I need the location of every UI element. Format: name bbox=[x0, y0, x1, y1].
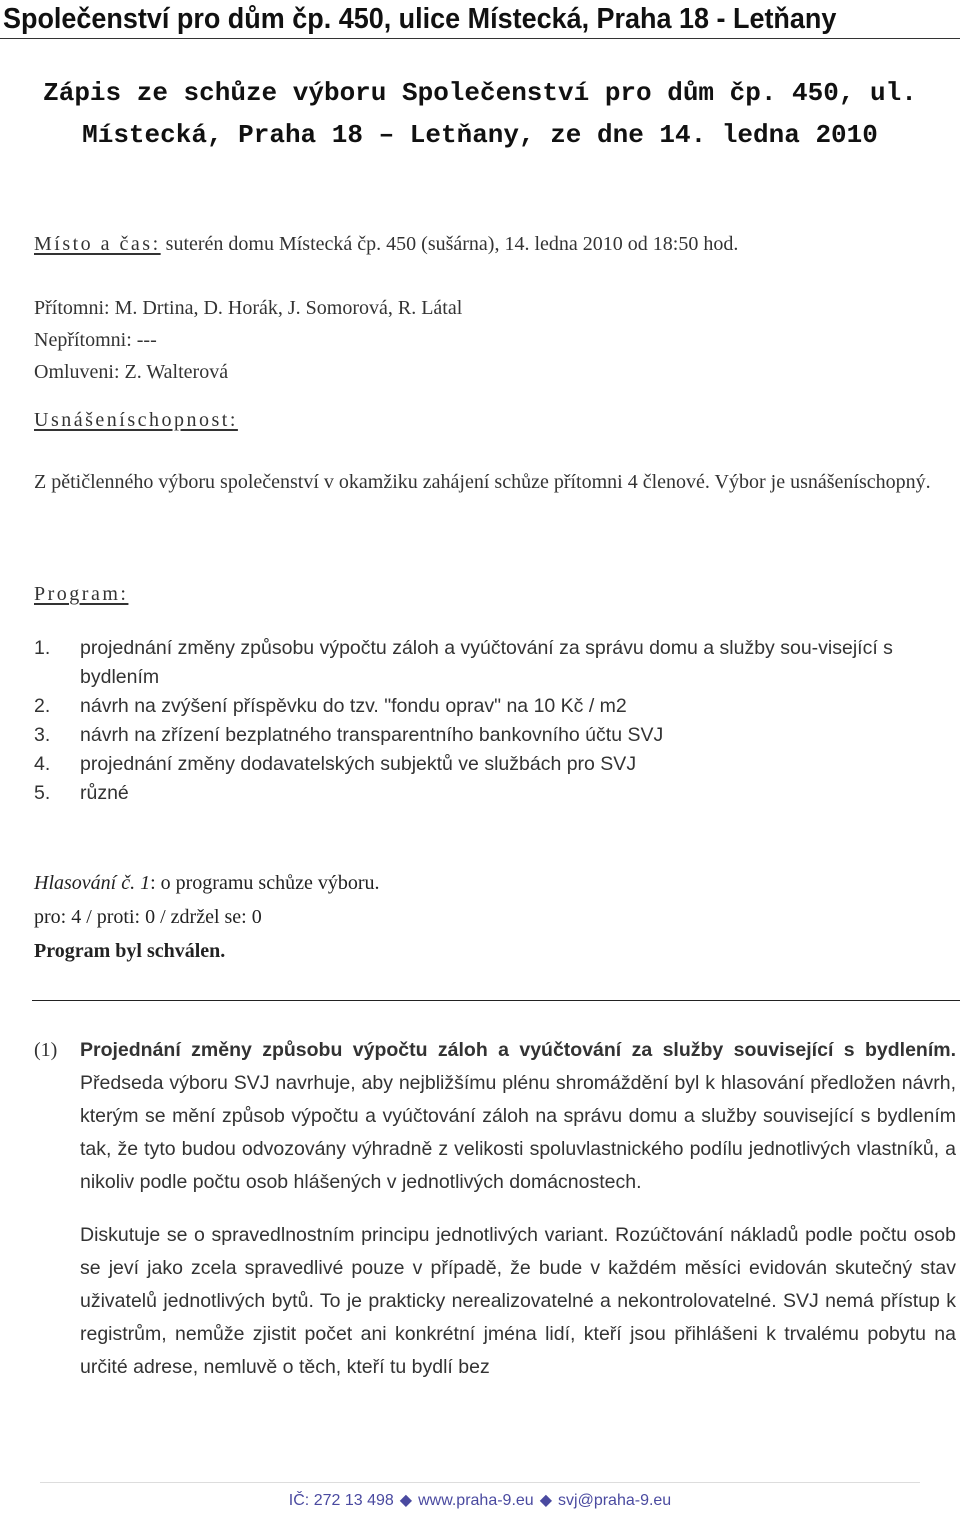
document-title-line-2: Místecká, Praha 18 – Letňany, ze dne 14. ledna 2010 bbox=[82, 120, 878, 150]
section-1 bbox=[34, 1034, 956, 1384]
program-item bbox=[34, 779, 959, 808]
header-title: Společenství pro dům čp. 450, ulice Místecká, Praha 18 - Letňany bbox=[3, 3, 837, 35]
program-item-text: návrh na zřízení bezplatného transparentního bankovního účtu SVJ bbox=[80, 724, 664, 746]
header-divider bbox=[0, 38, 960, 39]
excused-list: Omluveni: Z. Walterová bbox=[34, 361, 229, 383]
section-heading: Projednání změny způsobu výpočtu záloh a vyúčtování za služby související s bydlením. bbox=[80, 1039, 956, 1061]
footer-email-link[interactable]: svj@praha-9.eu bbox=[558, 1492, 672, 1509]
footer-divider bbox=[40, 1482, 920, 1483]
program-item-number: 4. bbox=[34, 753, 51, 775]
program-item-number: 3. bbox=[34, 724, 51, 746]
footer-ic: IČ: 272 13 498 bbox=[288, 1492, 394, 1509]
program-item-text: návrh na zvýšení příspěvku do tzv. "fondu oprav" na 10 Kč / m2 bbox=[80, 695, 627, 717]
vote-line bbox=[34, 866, 379, 900]
program-item bbox=[34, 721, 959, 750]
diamond-separator-icon: ◆ bbox=[399, 1492, 413, 1509]
place-time bbox=[34, 228, 738, 260]
program-item-number: 1. bbox=[34, 637, 51, 659]
program-item-text: projednání změny způsobu výpočtu záloh a vyúčtování za správu domu a služby sou-visející s bydlením bbox=[80, 637, 893, 688]
program-item-text: různé bbox=[80, 782, 129, 804]
program-item bbox=[34, 634, 959, 692]
program-label: Program: bbox=[34, 583, 129, 605]
document-title-line-1: Zápis ze schůze výboru Společenství pro dům čp. 450, ul. bbox=[43, 78, 917, 108]
program-list bbox=[34, 634, 959, 808]
vote-label: Hlasování č. 1 bbox=[34, 872, 151, 894]
program-item-text: projednání změny dodavatelských subjektů ve službách pro SVJ bbox=[80, 753, 637, 775]
section-number: (1) bbox=[34, 1039, 58, 1061]
footer bbox=[0, 1490, 960, 1510]
section-1-item bbox=[34, 1034, 956, 1199]
program-heading bbox=[34, 578, 128, 610]
place-time-label: Místo a čas: bbox=[34, 233, 161, 255]
quorum-text: Z pětičlenného výboru společenství v okamžiku zahájení schůze přítomni 4 členové. Výbor je usnášeníschopný. bbox=[34, 471, 931, 493]
place-time-value: suterén domu Místecká čp. 450 (sušárna), 14. ledna 2010 od 18:50 hod. bbox=[160, 233, 739, 255]
section-body: Předseda výboru SVJ navrhuje, aby nejbližšímu plénu shromáždění byl k hlasování předložen návrh, kterým se mění způsob výpočtu a vyúčtování záloh na správu domu a služby související s bydlením tak, že tyto budou odvozovány výhradně z velikosti spoluvlastnického podílu jednotlivých vlastníků, a nikoliv podle počtu osob hlášených v jednotlivých domácnostech. bbox=[80, 1072, 956, 1193]
present-list: Přítomni: M. Drtina, D. Horák, J. Somorová, R. Látal bbox=[34, 297, 463, 319]
vote-subject: : o programu schůze výboru. bbox=[150, 872, 380, 894]
footer-website-link[interactable]: www.praha-9.eu bbox=[418, 1492, 534, 1509]
program-item-number: 2. bbox=[34, 695, 51, 717]
vote-result: pro: 4 / proti: 0 / zdržel se: 0 bbox=[34, 906, 262, 928]
program-item bbox=[34, 692, 959, 721]
section-divider bbox=[32, 1000, 960, 1001]
absent-list: Nepřítomni: --- bbox=[34, 329, 157, 351]
program-item-number: 5. bbox=[34, 782, 51, 804]
quorum-heading bbox=[34, 404, 238, 436]
quorum-label: Usnášeníschopnost: bbox=[34, 409, 238, 431]
vote-decision: Program byl schválen. bbox=[34, 940, 226, 962]
attendance bbox=[34, 292, 462, 388]
program-item bbox=[34, 750, 959, 779]
vote-block bbox=[34, 866, 379, 968]
document-title bbox=[0, 72, 960, 156]
section-1-paragraph-2: Diskutuje se o spravedlnostním principu jednotlivých variant. Rozúčtování nákladů podle počtu osob se jeví jako zcela spravedlivé pouze v případě, že bude v každém měsíci evidován skutečný stav uživatelů jednotlivých bytů. To je prakticky nerealizovatelné a nekontrolovatelné. SVJ nemá přístup k registrům, nemůže zjistit počet ani konkrétní jména lidí, kteří jsou přihlášeni k trvalému pobytu na určité adrese, nemluvě o těch, kteří tu bydlí bez bbox=[80, 1224, 956, 1378]
section-1-paragraph-1 bbox=[80, 1034, 956, 1199]
diamond-separator-icon: ◆ bbox=[539, 1492, 553, 1509]
